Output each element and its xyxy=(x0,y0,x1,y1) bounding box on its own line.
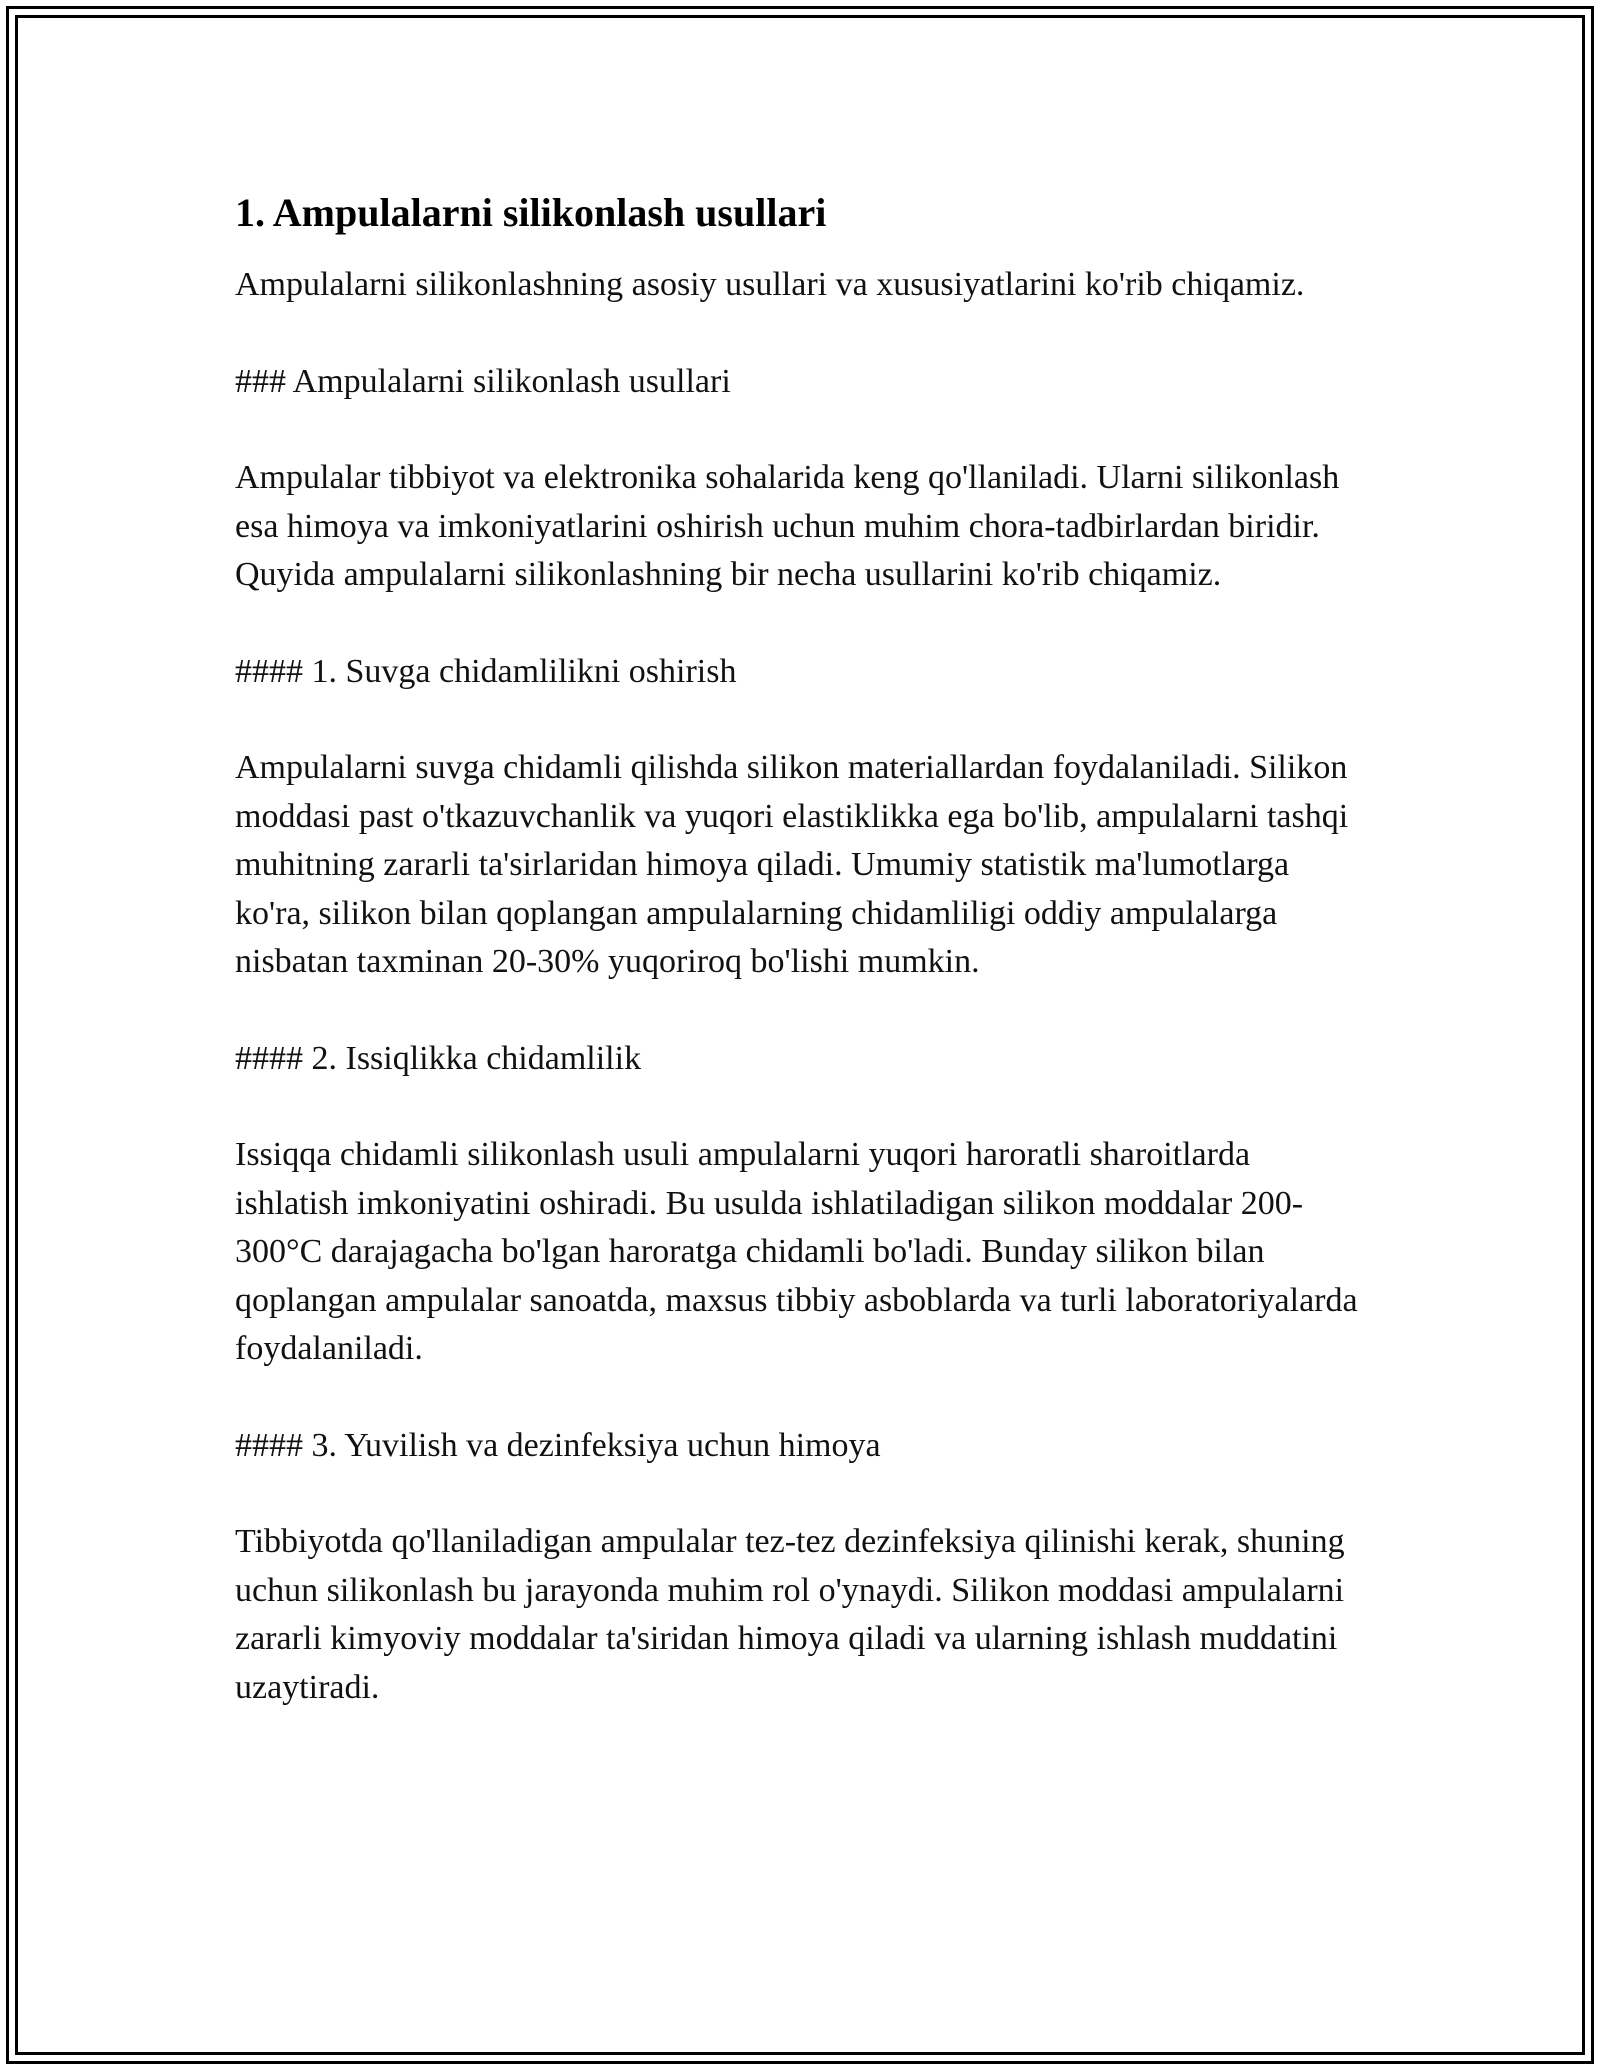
disinfection-paragraph: Tibbiyotda qo'llaniladigan ampulalar tez-tez dezinfeksiya qilinishi kerak, shuning uchun silikonlash bu jarayonda muhim rol o'ynaydi. Silikon moddasi ampulalarni zararli kimyoviy moddalar ta'siridan himoya qiladi va ularning ishlash muddatini uzaytiradi. xyxy=(235,1523,1345,1706)
page-title: 1. Ampulalarni silikonlash usullari xyxy=(235,190,827,235)
overview-paragraph: Ampulalar tibbiyot va elektronika sohalarida keng qo'llaniladi. Ularni silikonlash esa himoya va imkoniyatlarini oshirish uchun muhim chora-tadbirlardan biridir. Quyida ampulalarni silikonlashning bir necha usullarini ko'rib chiqamiz. xyxy=(235,459,1340,593)
intro-paragraph: Ampulalarni silikonlashning asosiy usullari va xususiyatlarini ko'rib chiqamiz. xyxy=(235,266,1305,303)
water-resistance-paragraph: Ampulalarni suvga chidamli qilishda silikon materiallardan foydalaniladi. Silikon moddasi past o'tkazuvchanlik va yuqori elastiklikka ega bo'lib, ampulalarni tashqi muhitning zararli ta'sirlaridan himoya qiladi. Umumiy statistik ma'lumotlarga ko'ra, silikon bilan qoplangan ampulalarning chidamliligi oddiy ampulalarga nisbatan taxminan 20-30% yuqoriroq bo'lishi mumkin. xyxy=(235,749,1349,980)
document-body xyxy=(235,185,1365,1760)
heat-resistance-paragraph: Issiqqa chidamli silikonlash usuli ampulalarni yuqori haroratli sharoitlarda ishlatish imkoniyatini oshiradi. Bu usulda ishlatiladigan silikon moddalar 200-300°C darajagacha bo'lgan haroratga chidamli bo'ladi. Bunday silikon bilan qoplangan ampulalar sanoatda, maxsus tibbiy asboblarda va turli laboratoriyalarda foydalaniladi. xyxy=(235,1136,1358,1367)
subsection-heading-disinfection: #### 3. Yuvilish va dezinfeksiya uchun himoya xyxy=(235,1426,881,1464)
subsection-heading-water-resistance: #### 1. Suvga chidamlilikni oshirish xyxy=(235,652,737,690)
section-heading-methods: ### Ampulalarni silikonlash usullari xyxy=(235,362,731,400)
subsection-heading-heat-resistance: #### 2. Issiqlikka chidamlilik xyxy=(235,1039,642,1077)
